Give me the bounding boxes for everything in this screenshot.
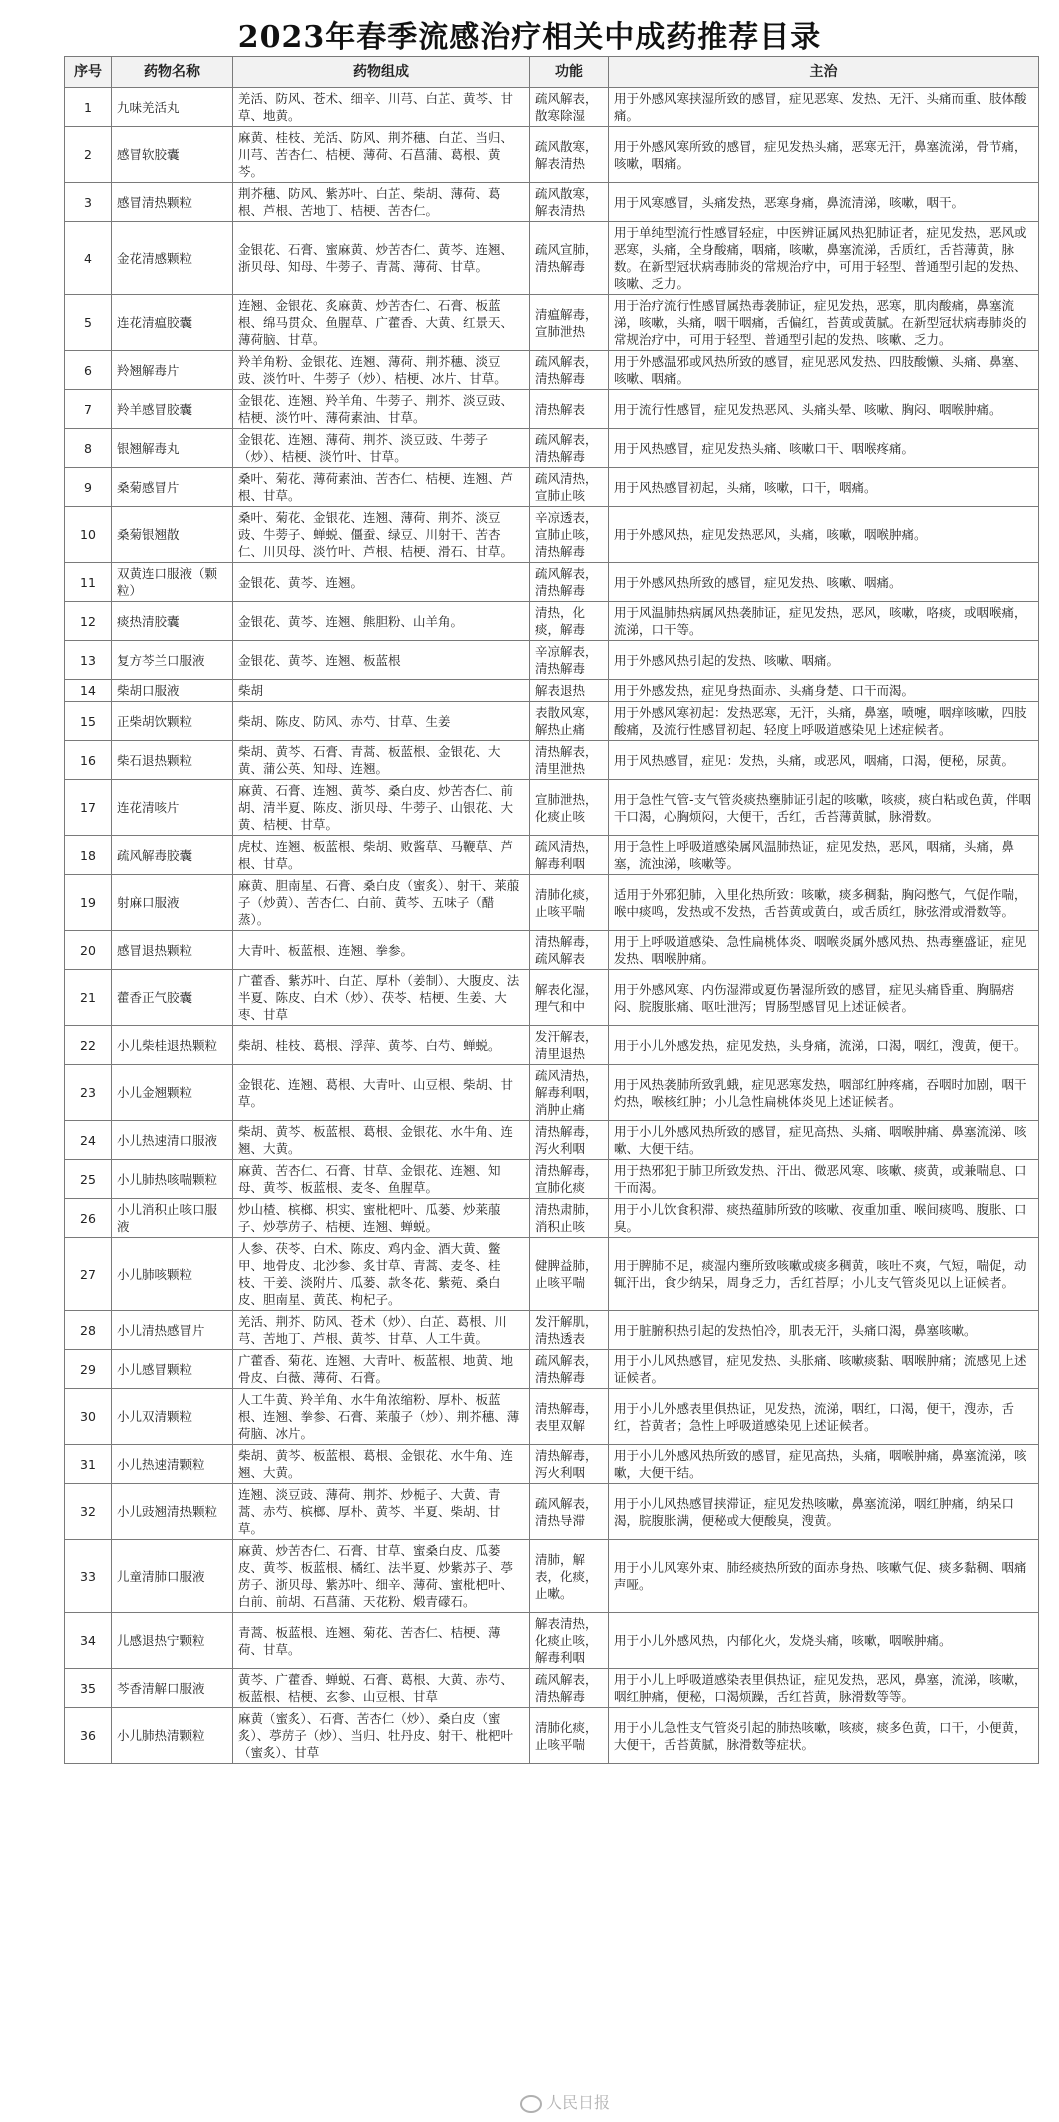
cell-composition: 麻黄、胆南星、石膏、桑白皮（蜜炙）、射干、莱菔子（炒黄）、苦杏仁、白前、黄芩、五味子（醋蒸）。: [233, 875, 530, 931]
cell-number: 19: [65, 875, 112, 931]
cell-indication: 用于外感风热所致的感冒，症见发热、咳嗽、咽痛。: [609, 563, 1039, 602]
cell-composition: 羌活、防风、苍术、细辛、川芎、白芷、黄芩、甘草、地黄。: [233, 88, 530, 127]
cell-number: 17: [65, 780, 112, 836]
cell-drug-name: 柴石退热颗粒: [112, 741, 233, 780]
cell-indication: 用于外感风寒挟湿所致的感冒，症见恶寒、发热、无汗、头痛而重、肢体酸痛。: [609, 88, 1039, 127]
cell-composition: 麻黄（蜜炙）、石膏、苦杏仁（炒）、桑白皮（蜜炙）、葶苈子（炒）、当归、牡丹皮、射干、枇杷叶（蜜炙）、甘草: [233, 1708, 530, 1764]
cell-drug-name: 双黄连口服液（颗粒）: [112, 563, 233, 602]
cell-drug-name: 小儿感冒颗粒: [112, 1350, 233, 1389]
cell-composition: 连翘、淡豆豉、薄荷、荆芥、炒栀子、大黄、青蒿、赤芍、槟榔、厚朴、黄芩、半夏、柴胡、甘草。: [233, 1484, 530, 1540]
cell-indication: 用于外感风热引起的发热、咳嗽、咽痛。: [609, 641, 1039, 680]
recommendation-table: [64, 56, 1039, 1764]
cell-function: 疏风解表，清热解毒: [530, 429, 609, 468]
cell-function: 疏风散寒，解表清热: [530, 183, 609, 222]
cell-composition: 柴胡、黄芩、板蓝根、葛根、金银花、水牛角、连翘、大黄。: [233, 1121, 530, 1160]
cell-composition: 柴胡、桂枝、葛根、浮萍、黄芩、白芍、蝉蜕。: [233, 1026, 530, 1065]
cell-function: 健脾益肺，止咳平喘: [530, 1238, 609, 1311]
cell-number: 24: [65, 1121, 112, 1160]
table-row: [65, 1121, 1039, 1160]
watermark: [520, 2090, 610, 2113]
cell-number: 22: [65, 1026, 112, 1065]
cell-drug-name: 柴胡口服液: [112, 680, 233, 702]
cell-indication: 用于外感温邪或风热所致的感冒，症见恶风发热、四肢酸懒、头痛、鼻塞、咳嗽、咽痛。: [609, 351, 1039, 390]
cell-number: 21: [65, 970, 112, 1026]
cell-drug-name: 儿感退热宁颗粒: [112, 1613, 233, 1669]
cell-function: 清热解表，清里泄热: [530, 741, 609, 780]
cell-indication: 用于上呼吸道感染、急性扁桃体炎、咽喉炎属外感风热、热毒壅盛证，症见发热、咽喉肿痛。: [609, 931, 1039, 970]
cell-composition: 黄芩、广藿香、蝉蜕、石膏、葛根、大黄、赤芍、板蓝根、桔梗、玄参、山豆根、甘草: [233, 1669, 530, 1708]
cell-indication: 用于风寒感冒，头痛发热，恶寒身痛，鼻流清涕，咳嗽，咽干。: [609, 183, 1039, 222]
cell-number: 10: [65, 507, 112, 563]
watermark-text: 人民日报: [546, 2093, 611, 2112]
cell-drug-name: 小儿肺热咳喘颗粒: [112, 1160, 233, 1199]
cell-drug-name: 小儿消积止咳口服液: [112, 1199, 233, 1238]
table-row: [65, 1540, 1039, 1613]
cell-indication: 用于风热袭肺所致乳蛾，症见恶寒发热，咽部红肿疼痛，吞咽时加剧，咽干灼热，喉核红肿；小儿急性扁桃体炎见上述证候者。: [609, 1065, 1039, 1121]
table-row: [65, 836, 1039, 875]
cell-number: 5: [65, 295, 112, 351]
cell-indication: 用于风热感冒，症见发热头痛、咳嗽口干、咽喉疼痛。: [609, 429, 1039, 468]
cell-function: 疏风解表，清热解毒: [530, 1669, 609, 1708]
cell-function: 清热肃肺，消积止咳: [530, 1199, 609, 1238]
cell-function: 发汗解表，清里退热: [530, 1026, 609, 1065]
cell-drug-name: 连花清瘟胶囊: [112, 295, 233, 351]
cell-number: 2: [65, 127, 112, 183]
cell-function: 疏风宣肺，清热解毒: [530, 222, 609, 295]
cell-function: 疏风解表，散寒除湿: [530, 88, 609, 127]
cell-composition: 金银花、连翘、薄荷、荆芥、淡豆豉、牛蒡子（炒）、桔梗、淡竹叶、甘草。: [233, 429, 530, 468]
cell-function: 疏风散寒，解表清热: [530, 127, 609, 183]
cell-composition: 羌活、荆芥、防风、苍术（炒）、白芷、葛根、川芎、苦地丁、芦根、黄芩、甘草、人工牛黄。: [233, 1311, 530, 1350]
cell-drug-name: 正柴胡饮颗粒: [112, 702, 233, 741]
cell-drug-name: 儿童清肺口服液: [112, 1540, 233, 1613]
cell-function: 疏风解表，清热解毒: [530, 563, 609, 602]
cell-indication: 用于小儿外感表里俱热证，见发热，流涕，咽红，口渴，便干，溲赤，舌红，苔黄者；急性上呼吸道感染见上述证候者。: [609, 1389, 1039, 1445]
cell-function: 疏风解表，清热解毒: [530, 351, 609, 390]
cell-number: 20: [65, 931, 112, 970]
cell-composition: 麻黄、炒苦杏仁、石膏、甘草、蜜桑白皮、瓜蒌皮、黄芩、板蓝根、橘红、法半夏、炒紫苏子、葶苈子、浙贝母、紫苏叶、细辛、薄荷、蜜枇杷叶、白前、前胡、石菖蒲、天花粉、煅青礞石。: [233, 1540, 530, 1613]
cell-indication: 用于外感风热，症见发热恶风，头痛，咳嗽，咽喉肿痛。: [609, 507, 1039, 563]
table-row: [65, 1311, 1039, 1350]
cell-indication: 用于小儿风热感冒挟滞证，症见发热咳嗽，鼻塞流涕，咽红肿痛，纳呆口渴，脘腹胀满，便秘或大便酸臭，溲黄。: [609, 1484, 1039, 1540]
cell-drug-name: 羚翘解毒片: [112, 351, 233, 390]
cell-function: 清热解毒，宣肺化痰: [530, 1160, 609, 1199]
cell-composition: 炒山楂、槟榔、枳实、蜜枇杷叶、瓜蒌、炒莱菔子、炒葶苈子、桔梗、连翘、蝉蜕。: [233, 1199, 530, 1238]
cell-indication: 用于风热感冒，症见：发热，头痛，或恶风，咽痛，口渴，便秘，尿黄。: [609, 741, 1039, 780]
cell-number: 16: [65, 741, 112, 780]
cell-number: 8: [65, 429, 112, 468]
cell-function: 疏风清热，解毒利咽，消肿止痛: [530, 1065, 609, 1121]
cell-indication: 适用于外邪犯肺，入里化热所致：咳嗽，痰多稠黏，胸闷憋气，气促作喘，喉中痰鸣，发热或不发热，舌苔黄或黄白，或舌质红，脉弦滑或滑数等。: [609, 875, 1039, 931]
cell-drug-name: 小儿肺热清颗粒: [112, 1708, 233, 1764]
cell-composition: 羚羊角粉、金银花、连翘、薄荷、荆芥穗、淡豆豉、淡竹叶、牛蒡子（炒）、桔梗、冰片、甘草。: [233, 351, 530, 390]
cell-indication: 用于热邪犯于肺卫所致发热、汗出、微恶风寒、咳嗽、痰黄，或兼喘息、口干而渴。: [609, 1160, 1039, 1199]
cell-drug-name: 银翘解毒丸: [112, 429, 233, 468]
cell-number: 15: [65, 702, 112, 741]
cell-function: 清热解毒，泻火利咽: [530, 1445, 609, 1484]
cell-number: 1: [65, 88, 112, 127]
cell-number: 4: [65, 222, 112, 295]
cell-composition: 青蒿、板蓝根、连翘、菊花、苦杏仁、桔梗、薄荷、甘草。: [233, 1613, 530, 1669]
cell-function: 清肺化痰，止咳平喘: [530, 1708, 609, 1764]
cell-function: 清热，化痰，解毒: [530, 602, 609, 641]
cell-function: 疏风解表，清热导滞: [530, 1484, 609, 1540]
cell-indication: 用于小儿外感风热所致的感冒，症见高热、头痛、咽喉肿痛、鼻塞流涕、咳嗽、大便干结。: [609, 1121, 1039, 1160]
cell-drug-name: 芩香清解口服液: [112, 1669, 233, 1708]
cell-indication: 用于外感风寒初起：发热恶寒，无汗，头痛，鼻塞，喷嚏，咽痒咳嗽，四肢酸痛，及流行性感冒初起、轻度上呼吸道感染见上述症候者。: [609, 702, 1039, 741]
cell-indication: 用于风温肺热病属风热袭肺证，症见发热，恶风，咳嗽，咯痰，或咽喉痛，流涕，口干等。: [609, 602, 1039, 641]
cell-indication: 用于外感风寒、内伤湿滞或夏伤暑湿所致的感冒，症见头痛昏重、胸膈痞闷、脘腹胀痛、呕吐泄泻；胃肠型感冒见上述证候者。: [609, 970, 1039, 1026]
cell-drug-name: 连花清咳片: [112, 780, 233, 836]
cell-drug-name: 九味羌活丸: [112, 88, 233, 127]
cell-indication: 用于外感风寒所致的感冒，症见发热头痛，恶寒无汗，鼻塞流涕，骨节痛，咳嗽，咽痛。: [609, 127, 1039, 183]
cell-indication: 用于小儿上呼吸道感染表里俱热证，症见发热，恶风，鼻塞，流涕，咳嗽，咽红肿痛，便秘，口渴烦躁，舌红苔黄，脉滑数等等。: [609, 1669, 1039, 1708]
cell-indication: 用于小儿外感风热，内郁化火，发烧头痛，咳嗽，咽喉肿痛。: [609, 1613, 1039, 1669]
table-row: [65, 1708, 1039, 1764]
cell-drug-name: 桑菊感冒片: [112, 468, 233, 507]
cell-number: 6: [65, 351, 112, 390]
cell-number: 35: [65, 1669, 112, 1708]
cell-number: 26: [65, 1199, 112, 1238]
table-body: [65, 88, 1039, 1764]
cell-indication: 用于单纯型流行性感冒轻症，中医辨证属风热犯肺证者，症见发热，恶风或恶寒，头痛，全身酸痛，咽痛，咳嗽，鼻塞流涕，舌质红，舌苔薄黄，脉数。在新型冠状病毒肺炎的常规治疗中，可用于轻型、普通型引起的发热、咳嗽、乏力。: [609, 222, 1039, 295]
cell-number: 13: [65, 641, 112, 680]
cell-drug-name: 小儿金翘颗粒: [112, 1065, 233, 1121]
cell-composition: 柴胡: [233, 680, 530, 702]
cell-function: 清肺，解表，化痰，止嗽。: [530, 1540, 609, 1613]
table-row: [65, 875, 1039, 931]
header-name: 药物名称: [112, 57, 233, 88]
cell-number: 23: [65, 1065, 112, 1121]
cell-indication: 用于急性气管-支气管炎痰热壅肺证引起的咳嗽，咳痰，痰白粘或色黄，伴咽干口渴，心胸烦闷，大便干，舌红，舌苔薄黄腻，脉滑数。: [609, 780, 1039, 836]
cell-composition: 桑叶、菊花、薄荷素油、苦杏仁、桔梗、连翘、芦根、甘草。: [233, 468, 530, 507]
cell-drug-name: 小儿热速清口服液: [112, 1121, 233, 1160]
cell-drug-name: 痰热清胶囊: [112, 602, 233, 641]
cell-number: 14: [65, 680, 112, 702]
cell-composition: 金银花、黄芩、连翘。: [233, 563, 530, 602]
cell-indication: 用于外感发热，症见身热面赤、头痛身楚、口干而渴。: [609, 680, 1039, 702]
table-row: [65, 390, 1039, 429]
cell-function: 发汗解肌，清热透表: [530, 1311, 609, 1350]
table-row: [65, 295, 1039, 351]
table-header-row: [65, 57, 1039, 88]
table-row: [65, 741, 1039, 780]
table-row: [65, 1613, 1039, 1669]
cell-indication: 用于脾肺不足，痰湿内壅所致咳嗽或痰多稠黄，咳吐不爽，气短，喘促，动辄汗出，食少纳呆，周身乏力，舌红苔厚；小儿支气管炎见以上证候者。: [609, 1238, 1039, 1311]
table-row: [65, 680, 1039, 702]
table-row: [65, 222, 1039, 295]
table-row: [65, 1484, 1039, 1540]
cell-number: 25: [65, 1160, 112, 1199]
cell-function: 疏风清热，解毒利咽: [530, 836, 609, 875]
header-function: 功能: [530, 57, 609, 88]
table-row: [65, 1199, 1039, 1238]
table-row: [65, 468, 1039, 507]
cell-composition: 金银花、黄芩、连翘、板蓝根: [233, 641, 530, 680]
cell-composition: 广藿香、紫苏叶、白芷、厚朴（姜制）、大腹皮、法半夏、陈皮、白术（炒）、茯苓、桔梗、生姜、大枣、甘草: [233, 970, 530, 1026]
cell-composition: 广藿香、菊花、连翘、大青叶、板蓝根、地黄、地骨皮、白薇、薄荷、石膏。: [233, 1350, 530, 1389]
table-row: [65, 563, 1039, 602]
cell-composition: 虎杖、连翘、板蓝根、柴胡、败酱草、马鞭草、芦根、甘草。: [233, 836, 530, 875]
cell-composition: 大青叶、板蓝根、连翘、拳参。: [233, 931, 530, 970]
cell-function: 解表化湿，理气和中: [530, 970, 609, 1026]
cell-composition: 人工牛黄、羚羊角、水牛角浓缩粉、厚朴、板蓝根、连翘、拳参、石膏、莱菔子（炒）、荆芥穗、薄荷脑、冰片。: [233, 1389, 530, 1445]
cell-function: 清热解毒，疏风解表: [530, 931, 609, 970]
table-row: [65, 1389, 1039, 1445]
cell-composition: 柴胡、黄芩、石膏、青蒿、板蓝根、金银花、大黄、蒲公英、知母、连翘。: [233, 741, 530, 780]
table-row: [65, 429, 1039, 468]
table-row: [65, 1445, 1039, 1484]
cell-composition: 金银花、黄芩、连翘、熊胆粉、山羊角。: [233, 602, 530, 641]
cell-function: 清瘟解毒，宣肺泄热: [530, 295, 609, 351]
cell-indication: 用于小儿外感风热所致的感冒，症见高热，头痛，咽喉肿痛，鼻塞流涕，咳嗽，大便干结。: [609, 1445, 1039, 1484]
cell-number: 7: [65, 390, 112, 429]
cell-function: 清热解毒，泻火利咽: [530, 1121, 609, 1160]
table-row: [65, 780, 1039, 836]
table-row: [65, 641, 1039, 680]
cell-indication: 用于小儿风热感冒，症见发热、头胀痛、咳嗽痰黏、咽喉肿痛；流感见上述证候者。: [609, 1350, 1039, 1389]
cell-composition: 桑叶、菊花、金银花、连翘、薄荷、荆芥、淡豆豉、牛蒡子、蝉蜕、僵蚕、绿豆、川射干、苦杏仁、川贝母、淡竹叶、芦根、桔梗、滑石、甘草。: [233, 507, 530, 563]
cell-indication: 用于小儿饮食积滞、痰热蕴肺所致的咳嗽、夜重加重、喉间痰鸣、腹胀、口臭。: [609, 1199, 1039, 1238]
cell-number: 18: [65, 836, 112, 875]
table-row: [65, 507, 1039, 563]
table-row: [65, 1350, 1039, 1389]
cell-drug-name: 金花清感颗粒: [112, 222, 233, 295]
table-row: [65, 351, 1039, 390]
cell-composition: 柴胡、陈皮、防风、赤芍、甘草、生姜: [233, 702, 530, 741]
cell-indication: 用于急性上呼吸道感染属风温肺热证，症见发热，恶风，咽痛，头痛，鼻塞，流浊涕，咳嗽等。: [609, 836, 1039, 875]
cell-function: 辛凉解表，清热解毒: [530, 641, 609, 680]
cell-composition: 金银花、连翘、葛根、大青叶、山豆根、柴胡、甘草。: [233, 1065, 530, 1121]
cell-indication: 用于流行性感冒，症见发热恶风、头痛头晕、咳嗽、胸闷、咽喉肿痛。: [609, 390, 1039, 429]
cell-function: 辛凉透表，宣肺止咳，清热解毒: [530, 507, 609, 563]
table-row: [65, 183, 1039, 222]
cell-function: 表散风寒，解热止痛: [530, 702, 609, 741]
cell-drug-name: 射麻口服液: [112, 875, 233, 931]
cell-number: 36: [65, 1708, 112, 1764]
table-row: [65, 1669, 1039, 1708]
cell-function: 清肺化痰，止咳平喘: [530, 875, 609, 931]
table-row: [65, 88, 1039, 127]
cell-function: 疏风解表，清热解毒: [530, 1350, 609, 1389]
cell-composition: 柴胡、黄芩、板蓝根、葛根、金银花、水牛角、连翘、大黄。: [233, 1445, 530, 1484]
cell-drug-name: 藿香正气胶囊: [112, 970, 233, 1026]
header-no: 序号: [65, 57, 112, 88]
cell-drug-name: 小儿清热感冒片: [112, 1311, 233, 1350]
table-row: [65, 931, 1039, 970]
cell-drug-name: 感冒软胶囊: [112, 127, 233, 183]
table-row: [65, 602, 1039, 641]
header-composition: 药物组成: [233, 57, 530, 88]
cell-indication: 用于治疗流行性感冒属热毒袭肺证，症见发热，恶寒，肌肉酸痛，鼻塞流涕，咳嗽，头痛，咽干咽痛，舌偏红，苔黄或黄腻。在新型冠状病毒肺炎的常规治疗中，可用于轻型、普通型引起的发热、咳嗽、乏力。: [609, 295, 1039, 351]
cell-composition: 麻黄、苦杏仁、石膏、甘草、金银花、连翘、知母、黄芩、板蓝根、麦冬、鱼腥草。: [233, 1160, 530, 1199]
cell-number: 29: [65, 1350, 112, 1389]
cell-function: 疏风清热，宣肺止咳: [530, 468, 609, 507]
cell-number: 31: [65, 1445, 112, 1484]
cell-number: 12: [65, 602, 112, 641]
cell-composition: 麻黄、石膏、连翘、黄芩、桑白皮、炒苦杏仁、前胡、清半夏、陈皮、浙贝母、牛蒡子、山银花、大黄、桔梗、甘草。: [233, 780, 530, 836]
cell-composition: 连翘、金银花、炙麻黄、炒苦杏仁、石膏、板蓝根、绵马贯众、鱼腥草、广藿香、大黄、红景天、薄荷脑、甘草。: [233, 295, 530, 351]
cell-function: 清热解表: [530, 390, 609, 429]
cell-drug-name: 小儿柴桂退热颗粒: [112, 1026, 233, 1065]
cell-function: 清热解毒，表里双解: [530, 1389, 609, 1445]
cell-drug-name: 小儿热速清颗粒: [112, 1445, 233, 1484]
table-row: [65, 1065, 1039, 1121]
cell-drug-name: 疏风解毒胶囊: [112, 836, 233, 875]
cell-indication: 用于小儿急性支气管炎引起的肺热咳嗽，咳痰，痰多色黄，口干，小便黄，大便干，舌苔黄腻，脉滑数等症状。: [609, 1708, 1039, 1764]
cell-drug-name: 小儿肺咳颗粒: [112, 1238, 233, 1311]
cell-number: 11: [65, 563, 112, 602]
cell-composition: 金银花、石膏、蜜麻黄、炒苦杏仁、黄芩、连翘、浙贝母、知母、牛蒡子、青蒿、薄荷、甘草。: [233, 222, 530, 295]
cell-number: 30: [65, 1389, 112, 1445]
cell-composition: 麻黄、桂枝、羌活、防风、荆芥穗、白芷、当归、川芎、苦杏仁、桔梗、薄荷、石菖蒲、葛根、黄芩。: [233, 127, 530, 183]
cell-indication: 用于风热感冒初起，头痛，咳嗽，口干，咽痛。: [609, 468, 1039, 507]
table-row: [65, 127, 1039, 183]
page-title: 2023年春季流感治疗相关中成药推荐目录: [237, 20, 822, 55]
cell-number: 27: [65, 1238, 112, 1311]
table-row: [65, 1026, 1039, 1065]
cell-function: 解表退热: [530, 680, 609, 702]
cell-drug-name: 感冒清热颗粒: [112, 183, 233, 222]
cell-number: 9: [65, 468, 112, 507]
cell-number: 32: [65, 1484, 112, 1540]
table-row: [65, 1160, 1039, 1199]
cell-indication: 用于小儿外感发热，症见发热，头身痛，流涕，口渴，咽红，溲黄，便干。: [609, 1026, 1039, 1065]
table-row: [65, 970, 1039, 1026]
cell-drug-name: 感冒退热颗粒: [112, 931, 233, 970]
cell-indication: 用于脏腑积热引起的发热怕冷，肌表无汗，头痛口渴，鼻塞咳嗽。: [609, 1311, 1039, 1350]
cell-composition: 人参、茯苓、白术、陈皮、鸡内金、酒大黄、鳖甲、地骨皮、北沙参、炙甘草、青蒿、麦冬、桂枝、干姜、淡附片、瓜蒌、款冬花、紫菀、桑白皮、胆南星、黄芪、枸杞子。: [233, 1238, 530, 1311]
weibo-icon: [520, 2095, 542, 2113]
cell-drug-name: 小儿豉翘清热颗粒: [112, 1484, 233, 1540]
cell-drug-name: 桑菊银翘散: [112, 507, 233, 563]
table-row: [65, 1238, 1039, 1311]
cell-number: 34: [65, 1613, 112, 1669]
cell-drug-name: 小儿双清颗粒: [112, 1389, 233, 1445]
cell-composition: 荆芥穗、防风、紫苏叶、白芷、柴胡、薄荷、葛根、芦根、苦地丁、桔梗、苦杏仁。: [233, 183, 530, 222]
cell-number: 33: [65, 1540, 112, 1613]
cell-drug-name: 复方芩兰口服液: [112, 641, 233, 680]
cell-number: 28: [65, 1311, 112, 1350]
table-row: [65, 702, 1039, 741]
cell-function: 宣肺泄热，化痰止咳: [530, 780, 609, 836]
cell-composition: 金银花、连翘、羚羊角、牛蒡子、荆芥、淡豆豉、桔梗、淡竹叶、薄荷素油、甘草。: [233, 390, 530, 429]
cell-function: 解表清热，化痰止咳，解毒利咽: [530, 1613, 609, 1669]
cell-indication: 用于小儿风寒外束、肺经痰热所致的面赤身热、咳嗽气促、痰多黏稠、咽痛声哑。: [609, 1540, 1039, 1613]
cell-number: 3: [65, 183, 112, 222]
header-indication: 主治: [609, 57, 1039, 88]
cell-drug-name: 羚羊感冒胶囊: [112, 390, 233, 429]
